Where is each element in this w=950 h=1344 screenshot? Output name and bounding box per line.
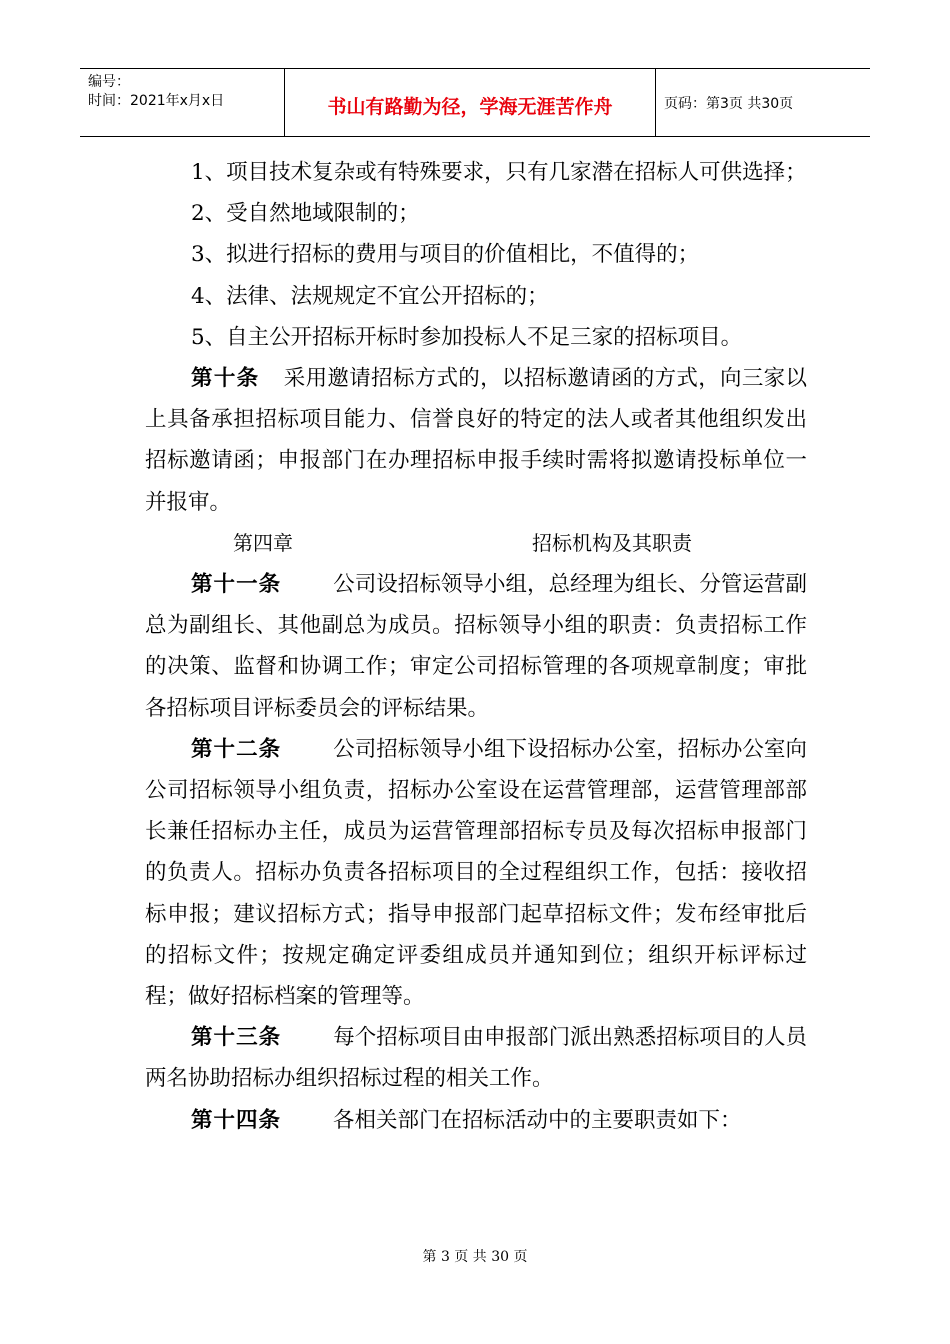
document-number-label: 编号： <box>88 74 130 90</box>
document-time-label: 时间：2021年x月x日 <box>88 93 225 109</box>
page-footer: 第 3 页 共 30 页 <box>422 1249 528 1265</box>
document-body <box>145 152 807 1141</box>
article-title: 第十二条 <box>191 736 282 762</box>
article-title: 第十条 <box>191 366 260 392</box>
list-item: 1、项目技术复杂或有特殊要求，只有几家潜在招标人可供选择； <box>191 160 807 185</box>
list-item: 2、受自然地域限制的； <box>191 201 420 227</box>
article-text: 公司招标领导小组下设招标办公室，招标办公室向公司招标领导小组负责，招标办公室设在运营管理部，运营管理部部长兼任招标办主任，成员为运营管理部招标专员及每次招标申报部门的负责人。招标办负责各招标项目的全过程组织工作，包括：接收招标申报；建议招标方式；指导申报部门起草招标文件；发布经审批后的招标文件；按规定确定评委组成员并通知到位；组织开标评标过程；做好招标档案的管理等。 <box>145 736 807 1010</box>
article-14 <box>145 1100 807 1141</box>
article-text: 采用邀请招标方式的，以招标邀请函的方式，向三家以上具备承担招标项目能力、信誉良好的特定的法人或者其他组织发出招标邀请函；申报部门在办理招标申报手续时需将拟邀请投标单位一并报审。 <box>145 366 807 515</box>
list-item: 3、拟进行招标的费用与项目的价值相比，不值得的； <box>191 242 700 268</box>
page-header <box>80 68 870 137</box>
header-meta <box>80 69 284 136</box>
header-motto: 书山有路勤为径，学海无涯苦作舟 <box>284 69 656 136</box>
article-text: 每个招标项目由申报部门派出熟悉招标项目的人员两名协助招标办组织招标过程的相关工作。 <box>145 1025 807 1092</box>
article-10 <box>145 358 807 523</box>
article-12 <box>145 729 807 1017</box>
chapter-title: 招标机构及其职责 <box>532 530 692 555</box>
list-item: 5、自主公开招标开标时参加投标人不足三家的招标项目。 <box>191 324 743 350</box>
chapter-heading <box>145 523 807 564</box>
article-title: 第十三条 <box>191 1025 282 1051</box>
article-13 <box>145 1017 807 1099</box>
header-page-info: 页码：第3页 共30页 <box>664 95 794 112</box>
article-text: 各相关部门在招标活动中的主要职责如下： <box>333 1107 742 1133</box>
article-text: 公司设招标领导小组，总经理为组长、分管运营副总为副组长、其他副总为成员。招标领导小组的职责：负责招标工作的决策、监督和协调工作；审定公司招标管理的各项规章制度；审批各招标项目评标委员会的评标结果。 <box>145 572 807 721</box>
article-title: 第十一条 <box>191 572 282 598</box>
article-title: 第十四条 <box>191 1107 282 1133</box>
chapter-number: 第四章 <box>233 530 293 555</box>
list-item: 4、法律、法规规定不宜公开招标的； <box>191 283 549 309</box>
article-11 <box>145 564 807 729</box>
